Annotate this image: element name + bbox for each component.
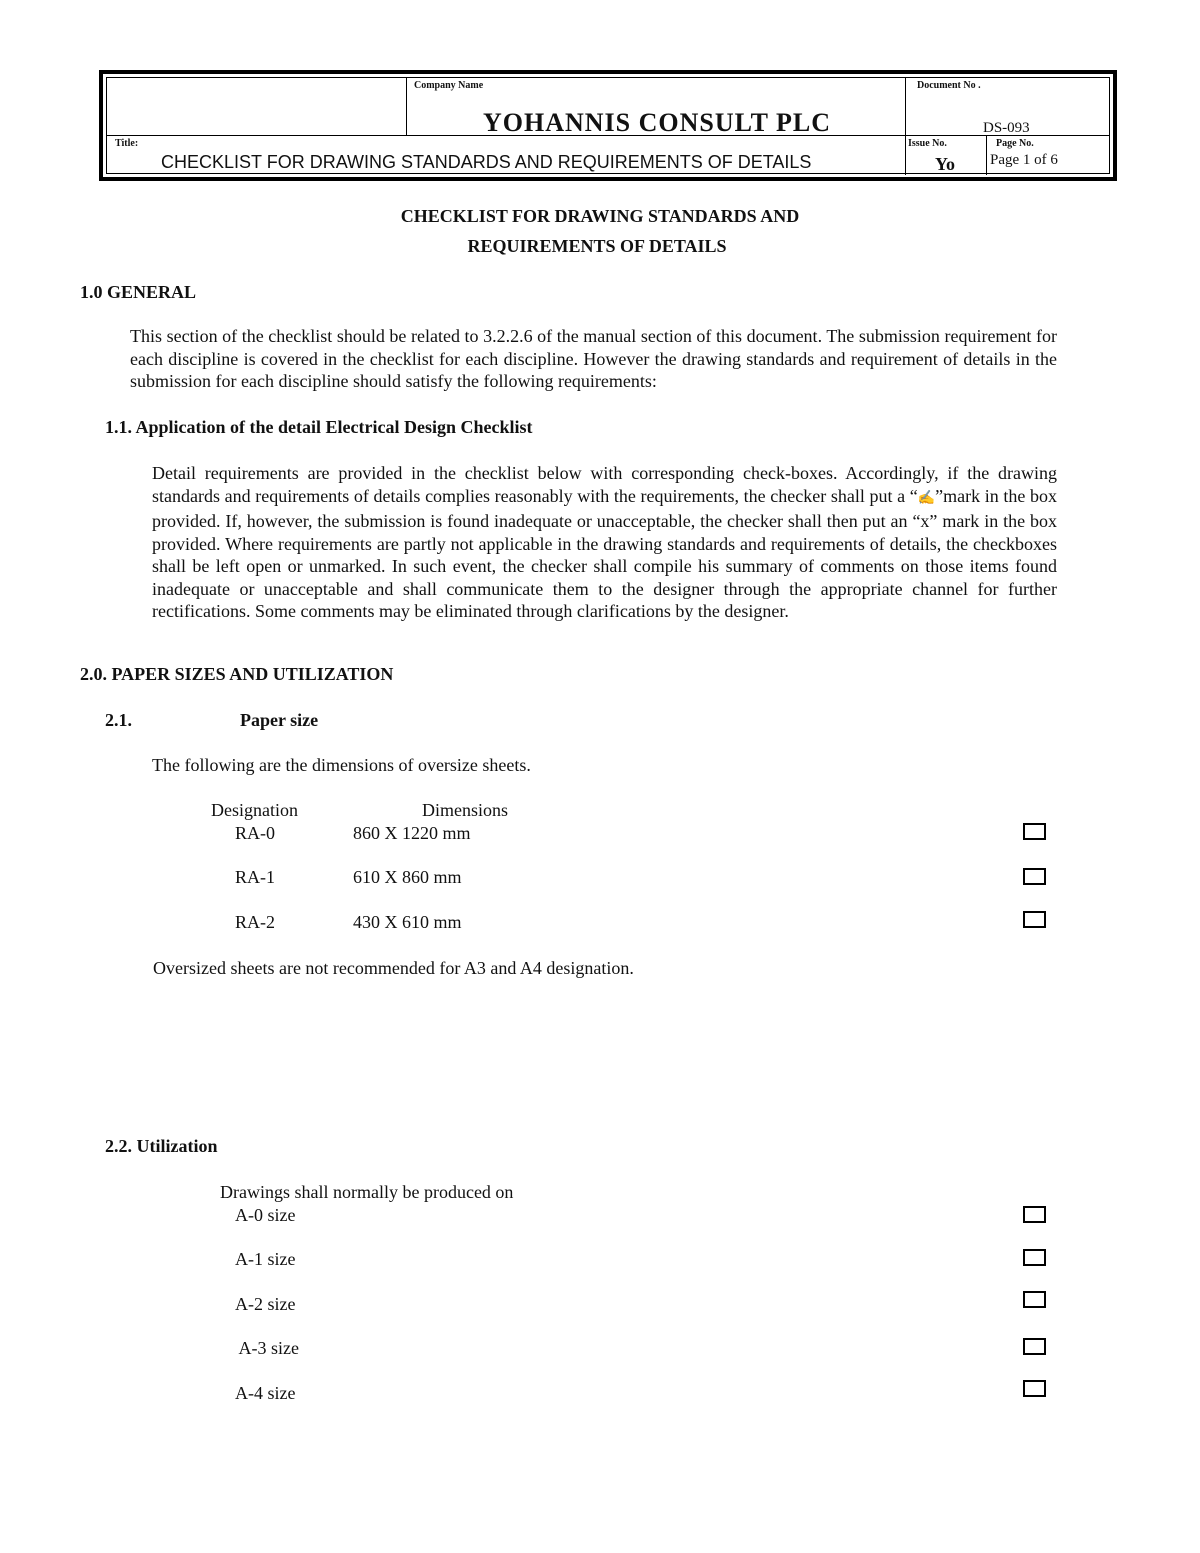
document-header [99, 70, 1117, 181]
page-no-label: Page No. [996, 138, 1034, 149]
document-no: DS-093 [983, 120, 1030, 136]
oversize-designation: RA-1 [235, 867, 275, 887]
main-heading-line1: CHECKLIST FOR DRAWING STANDARDS AND [400, 206, 800, 226]
company-name: YOHANNIS CONSULT PLC [483, 108, 831, 137]
issue-no-label: Issue No. [908, 138, 947, 149]
column-header-dimensions: Dimensions [422, 800, 509, 820]
oversize-dimensions: 610 X 860 mm [353, 867, 462, 887]
page-no: Page 1 of 6 [990, 152, 1058, 168]
document-no-label: Document No . [917, 80, 981, 91]
section-heading-paper-sizes: 2.0. PAPER SIZES AND UTILIZATION [80, 664, 394, 684]
checkbox-a-1[interactable] [1023, 1249, 1046, 1266]
size-item-a0: A-0 size [235, 1205, 296, 1225]
utilization-intro: Drawings shall normally be produced on [220, 1182, 514, 1202]
checkbox-a-2[interactable] [1023, 1291, 1046, 1308]
section-heading-utilization: 2.2. Utilization [105, 1136, 218, 1156]
issue-no: Yo [935, 154, 956, 174]
title-label: Title: [115, 138, 139, 149]
oversize-designation: RA-2 [235, 912, 275, 932]
checkbox-a-3[interactable] [1023, 1338, 1046, 1355]
main-heading-line2: REQUIREMENTS OF DETAILS [467, 236, 727, 256]
paper-size-intro: The following are the dimensions of oversize sheets. [152, 755, 531, 775]
section-heading-paper-size: Paper size [240, 710, 319, 730]
oversize-note: Oversized sheets are not recommended for A3 and A4 designation. [153, 958, 634, 978]
oversize-dimensions: 430 X 610 mm [353, 912, 462, 932]
size-item-a4: A-4 size [235, 1383, 296, 1403]
column-header-designation: Designation [211, 800, 298, 820]
oversize-designation: RA-0 [235, 823, 275, 843]
checkbox-a-0[interactable] [1023, 1206, 1046, 1223]
checkbox-ra-1[interactable] [1023, 868, 1046, 885]
checkbox-a-4[interactable] [1023, 1380, 1046, 1397]
oversize-dimensions: 860 X 1220 mm [353, 823, 471, 843]
size-item-a2: A-2 size [235, 1294, 296, 1314]
checkbox-ra-2[interactable] [1023, 911, 1046, 928]
section-number-paper-size: 2.1. [105, 710, 132, 730]
writing-hand-icon: ✍ [917, 490, 936, 506]
size-item-a3: A-3 size [235, 1338, 299, 1358]
company-name-label: Company Name [414, 80, 484, 91]
general-paragraph: This section of the checklist should be related to 3.2.2.6 of the manual section of this document. The submission requirement for each discipline is covered in the checklist for each discipline. However the drawing standards and requirement of details in the submission for each discipline should satisfy the following requirements: [130, 326, 1057, 391]
header-divider [406, 78, 407, 135]
size-item-a1: A-1 size [235, 1249, 296, 1269]
section-heading-general: 1.0 GENERAL [80, 282, 197, 302]
document-title: CHECKLIST FOR DRAWING STANDARDS AND REQUIREMENTS OF DETAILS [161, 152, 812, 172]
application-paragraph-part2: ”mark in the box provided. If, however, the submission is found inadequate or unacceptable, the checker shall then put an “x” mark in the box provided. Where requirements are partly not applicable in the drawing standards and requirements of details, the checkboxes shall be left open or unmarked. In such event, the checker shall compile his summary of comments on those items found inadequate or unacceptable and shall communicate them to the designer through the appropriate channel for further rectifications. Some comments may be eliminated through clarifications by the designer. [152, 485, 1057, 621]
checkbox-ra-0[interactable] [1023, 823, 1046, 840]
header-divider [986, 135, 987, 175]
application-paragraph [152, 462, 1057, 623]
application-paragraph-part1: Detail requirements are provided in the checklist below with corresponding check-boxes. Accordingly, if the drawing standards and requirements of details complies reasonably with the requirements, the checker shall put a “ [152, 463, 1057, 506]
section-heading-application: 1.1. Application of the detail Electrical Design Checklist [105, 417, 533, 437]
header-divider [905, 78, 906, 175]
